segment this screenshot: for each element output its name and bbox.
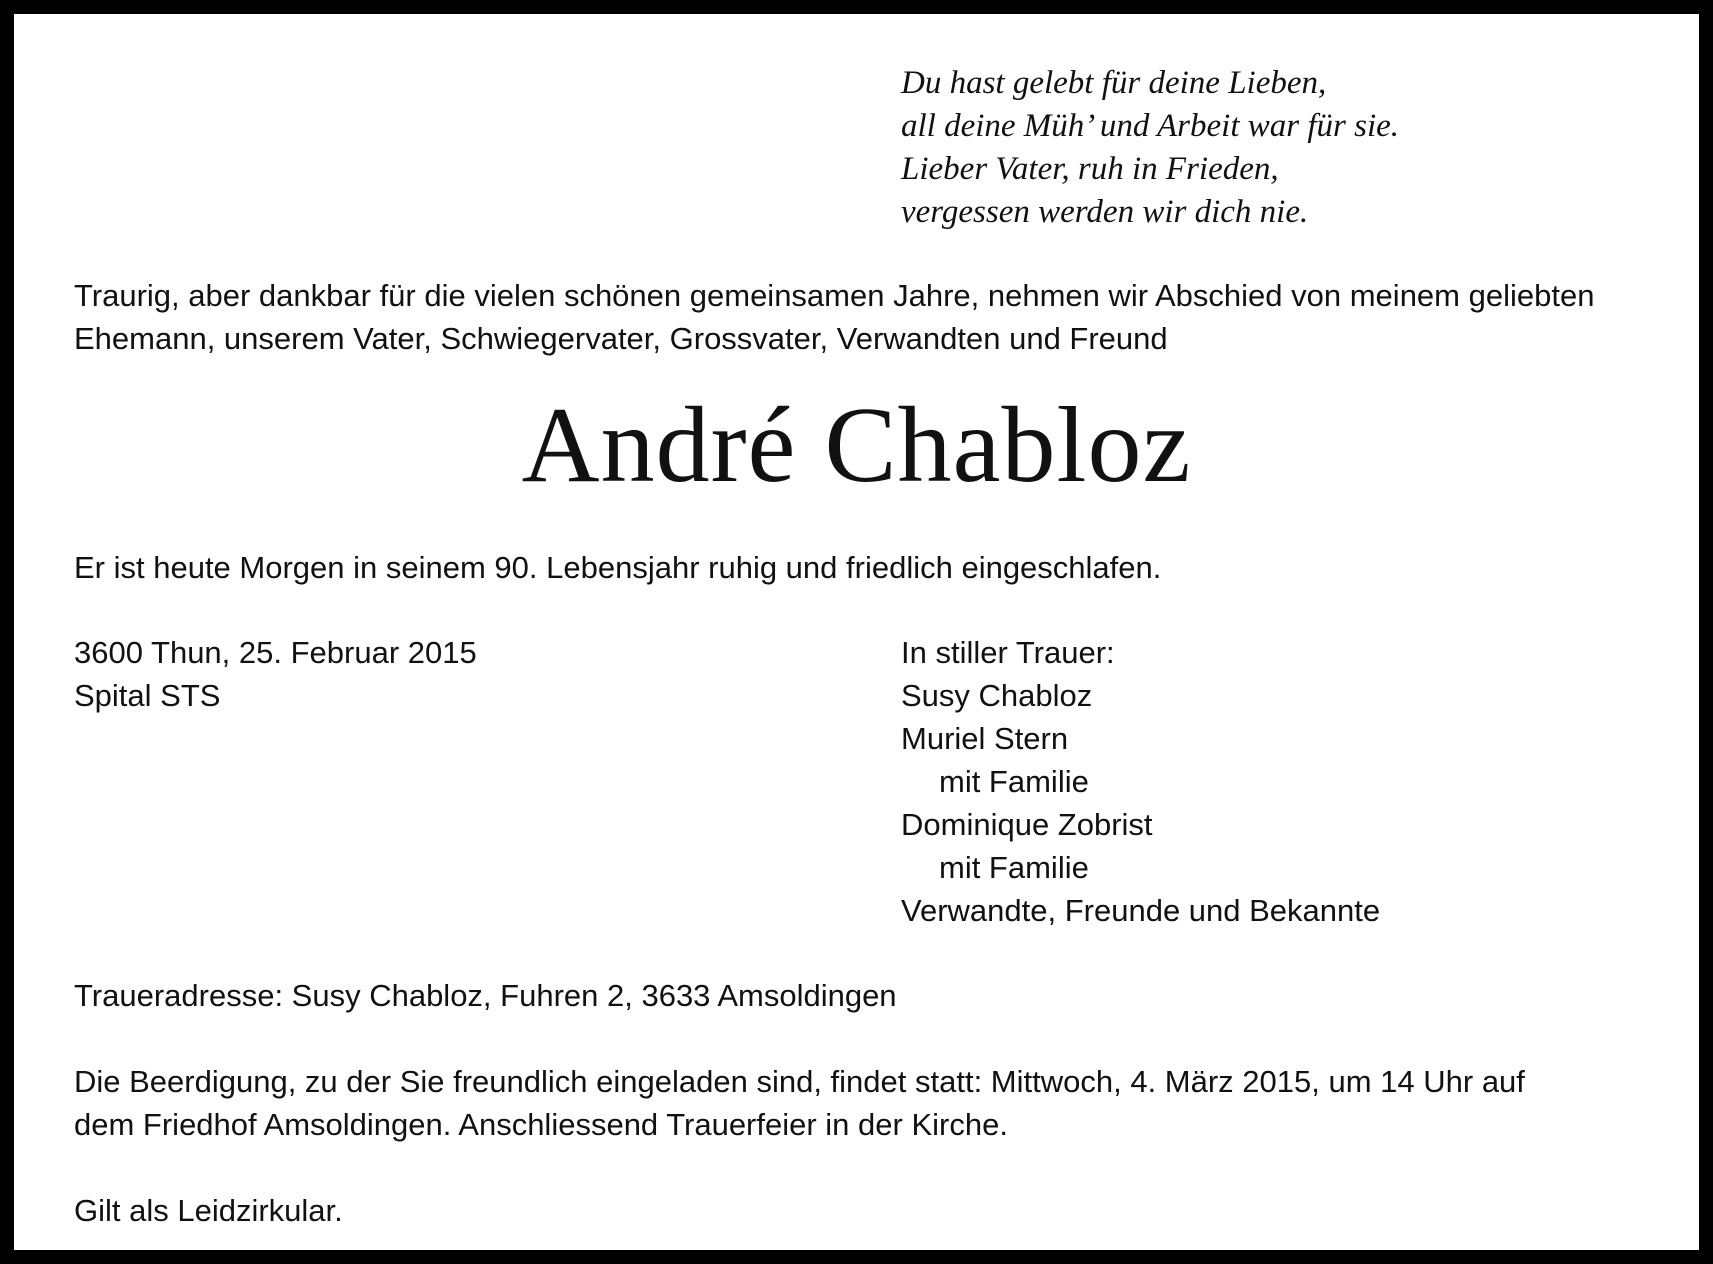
mourner: Muriel Stern <box>901 721 1069 756</box>
mourner: Dominique Zobrist <box>901 807 1153 842</box>
funeral-info <box>74 1060 1525 1146</box>
place-date-line: 3600 Thun, 25. Februar 2015 <box>74 635 477 670</box>
deceased-name: André Chabloz <box>521 386 1192 505</box>
memorial-poem <box>901 62 1399 234</box>
mourner-family: mit Familie <box>939 764 1089 799</box>
poem-line: Du hast gelebt für deine Lieben, <box>901 65 1327 101</box>
funeral-line: dem Friedhof Amsoldingen. Anschliessend Trauerfeier in der Kirche. <box>74 1107 1008 1142</box>
mourner: Susy Chabloz <box>901 678 1093 713</box>
place-date-line: Spital STS <box>74 678 221 713</box>
circular-note: Gilt als Leidzirkular. <box>74 1193 343 1228</box>
mourners-list <box>901 631 1380 932</box>
poem-line: vergessen werden wir dich nie. <box>901 194 1309 230</box>
mourning-address: Traueradresse: Susy Chabloz, Fuhren 2, 3633 Amsoldingen <box>74 978 897 1013</box>
poem-line: all deine Müh’ und Arbeit war für sie. <box>901 108 1400 144</box>
intro-paragraph <box>74 274 1594 360</box>
funeral-line: Die Beerdigung, zu der Sie freundlich eingeladen sind, findet statt: Mittwoch, 4. März 2015, um 14 Uhr auf <box>74 1064 1525 1099</box>
intro-line: Traurig, aber dankbar für die vielen schönen gemeinsamen Jahre, nehmen wir Abschied von meinem geliebten <box>74 278 1595 313</box>
death-notice: Er ist heute Morgen in seinem 90. Lebensjahr ruhig und friedlich eingeschlafen. <box>74 550 1162 585</box>
poem-line: Lieber Vater, ruh in Frieden, <box>901 151 1279 187</box>
place-date <box>74 631 477 717</box>
mourners-heading: In stiller Trauer: <box>901 635 1115 670</box>
mourner: Verwandte, Freunde und Bekannte <box>901 893 1381 928</box>
mourner-family: mit Familie <box>939 850 1089 885</box>
intro-line: Ehemann, unserem Vater, Schwiegervater, Grossvater, Verwandten und Freund <box>74 321 1168 356</box>
